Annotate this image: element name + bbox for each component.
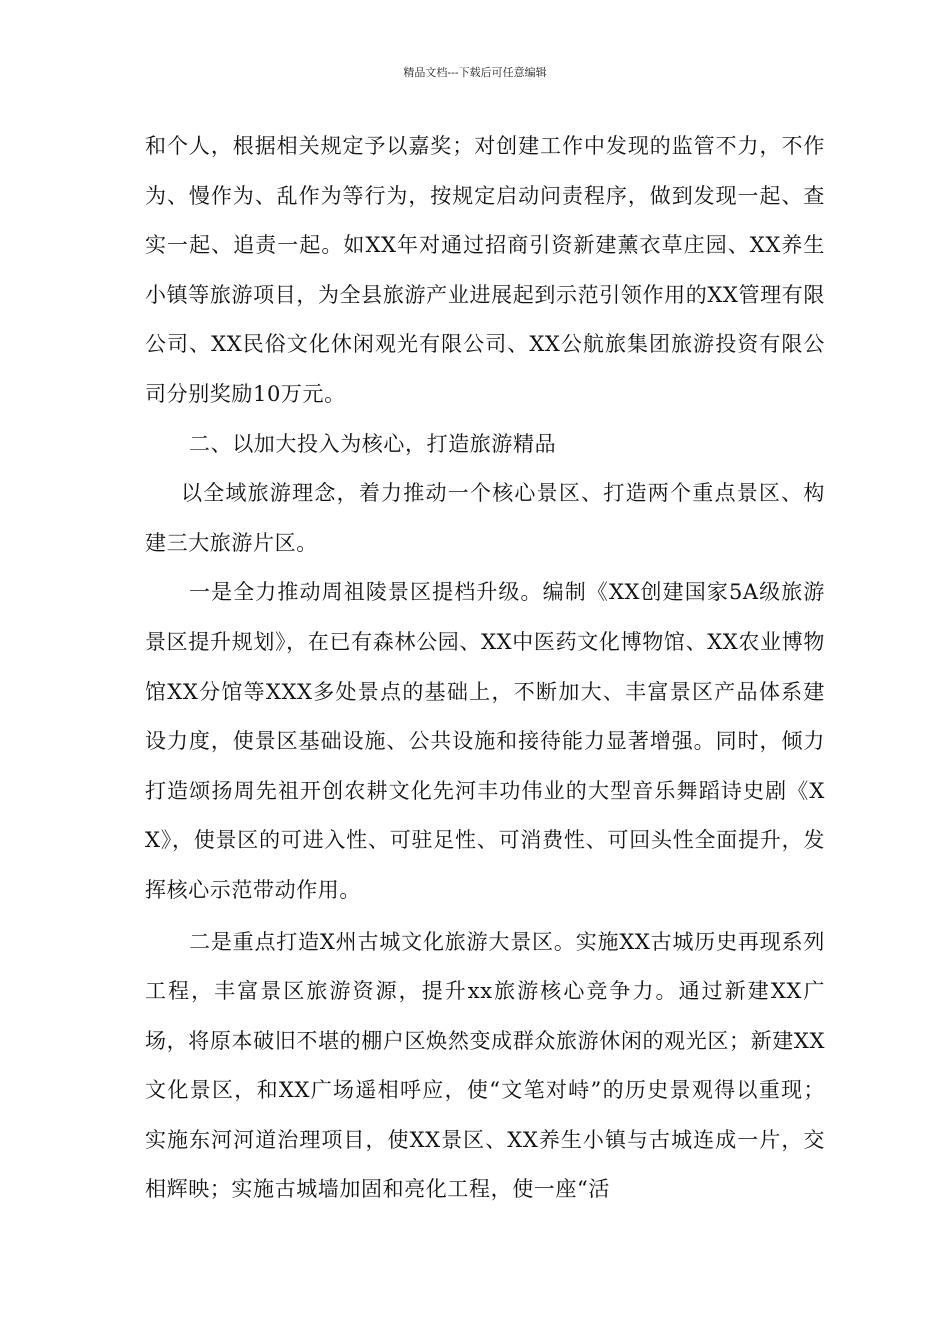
paragraph-continuation: 和个人，根据相关规定予以嘉奖；对创建工作中发现的监管不力，不作为、慢作为、乱作为等行为，按规定启动问责程序，做到发现一起、查实一起、追责一起。如XX年对通过招商引资新建薰衣草庄园、XX养生小镇等旅游项目，为全县旅游产业进展起到示范引领作用的XX管理有限公司、XX民俗文化休闲观光有限公司、XX公航旅集团旅游投资有限公司分别奖励10万元。: [145, 134, 825, 406]
document-body: [145, 122, 825, 1215]
paragraph-intro: 以全域旅游理念，着力推动一个核心景区、打造两个重点景区、构建三大旅游片区。: [145, 481, 825, 555]
paragraph-item-one: 一是全力推动周祖陵景区提档升级。编制《XX创建国家5A级旅游景区提升规划》，在已有森林公园、XX中医药文化博物馆、XX农业博物馆XX分馆等XXX多处景点的基础上，不断加大、丰富景区产品体系建设力度，使景区基础设施、公共设施和接待能力显著增强。同时，倾力打造颂扬周先祖开创农耕文化先河丰功伟业的大型音乐舞蹈诗史剧《XX》，使景区的可进入性、可驻足性、可消费性、可回头性全面提升，发挥核心示范带动作用。: [145, 580, 825, 902]
section-heading: 二、以加大投入为核心，打造旅游精品: [189, 431, 557, 456]
paragraph-item-two: 二是重点打造X州古城文化旅游大景区。实施XX古城历史再现系列工程，丰富景区旅游资源，提升xx旅游核心竞争力。通过新建XX广场，将原本破旧不堪的棚户区焕然变成群众旅游休闲的观光区；新建XX文化景区，和XX广场遥相呼应，使“文笔对峙”的历史景观得以重现；实施东河河道治理项目，使XX景区、XX养生小镇与古城连成一片，交相辉映；实施古城墙加固和亮化工程，使一座“活: [145, 929, 825, 1202]
page-header: 精品文档---下载后可任意编辑: [403, 66, 547, 79]
